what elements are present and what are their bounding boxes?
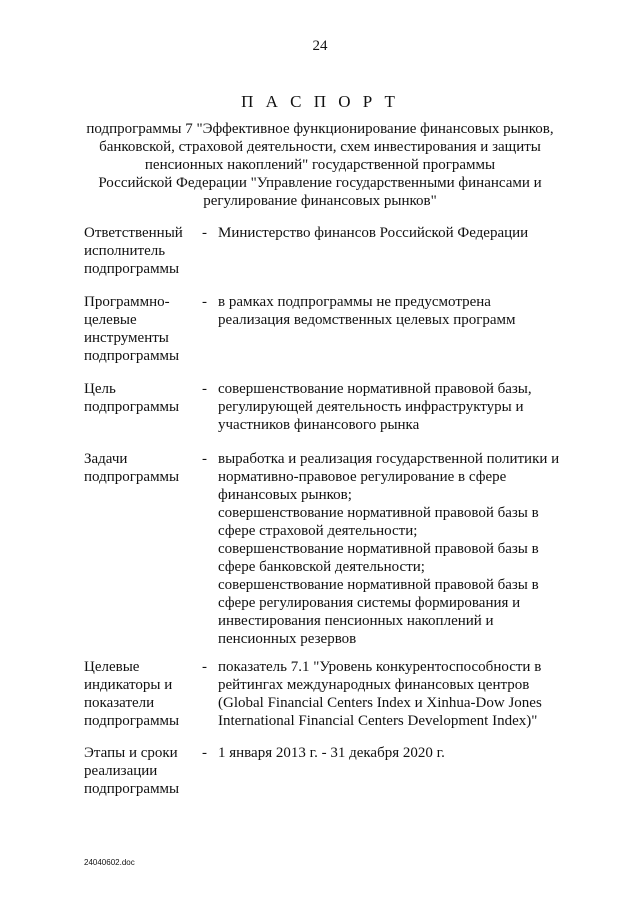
row-label	[84, 450, 196, 486]
value-line: выработка и реализация государственной политики и	[218, 451, 560, 467]
value-line: Министерство финансов Российской Федерации	[218, 225, 529, 241]
row-dash: -	[202, 225, 207, 241]
label-line: реализации	[84, 763, 158, 779]
subtitle-line: регулирование финансовых рынков"	[203, 193, 437, 209]
label-line: подпрограммы	[84, 399, 180, 415]
row-value	[218, 380, 574, 434]
subtitle-line: Российской Федерации "Управление государственными финансами и	[98, 175, 542, 191]
value-line: совершенствование нормативной правовой базы в	[218, 505, 539, 521]
subtitle-line: банковской, страховой деятельности, схем инвестирования и защиты	[99, 139, 541, 155]
value-line: финансовых рынков;	[218, 487, 352, 503]
label-line: подпрограммы	[84, 713, 180, 729]
value-line: сфере страховой деятельности;	[218, 523, 418, 539]
value-line: пенсионных резервов	[218, 631, 357, 647]
document-file-code: 24040602.doc	[84, 858, 135, 867]
row-dash: -	[202, 659, 207, 675]
document-subtitle	[70, 120, 570, 210]
value-line: совершенствование нормативной правовой базы,	[218, 381, 532, 397]
value-line: нормативно-правовое регулирование в сфере	[218, 469, 507, 485]
label-line: Ответственный	[84, 225, 183, 241]
row-label	[84, 658, 196, 730]
value-line: сфере банковской деятельности;	[218, 559, 425, 575]
row-value	[218, 293, 574, 329]
label-line: Целевые	[84, 659, 140, 675]
row-value	[218, 744, 574, 762]
row-value	[218, 224, 574, 242]
label-line: показатели	[84, 695, 155, 711]
row-value	[218, 658, 574, 730]
label-line: Этапы и сроки	[84, 745, 178, 761]
label-line: целевые	[84, 312, 137, 328]
label-line: подпрограммы	[84, 781, 180, 797]
row-label	[84, 224, 196, 278]
value-line: совершенствование нормативной правовой базы в	[218, 577, 539, 593]
label-line: подпрограммы	[84, 348, 180, 364]
label-line: Программно-	[84, 294, 170, 310]
row-dash: -	[202, 745, 207, 761]
label-line: подпрограммы	[84, 261, 180, 277]
row-label	[84, 744, 196, 798]
row-dash: -	[202, 451, 207, 467]
value-line: показатель 7.1 "Уровень конкурентоспособности в	[218, 659, 542, 675]
value-line: (Global Financial Centers Index и Xinhua-Dow Jones	[218, 695, 542, 711]
value-line: сфере регулирования системы формирования и	[218, 595, 521, 611]
value-line: 1 января 2013 г. - 31 декабря 2020 г.	[218, 745, 445, 761]
value-line: в рамках подпрограммы не предусмотрена	[218, 294, 491, 310]
row-dash: -	[202, 294, 207, 310]
subtitle-line: подпрограммы 7 "Эффективное функционирование финансовых рынков,	[86, 121, 554, 137]
value-line: участников финансового рынка	[218, 417, 420, 433]
row-label	[84, 293, 196, 365]
value-line: инвестирования пенсионных накоплений и	[218, 613, 494, 629]
label-line: подпрограммы	[84, 469, 180, 485]
label-line: Цель	[84, 381, 116, 397]
value-line: реализация ведомственных целевых программ	[218, 312, 516, 328]
row-value	[218, 450, 574, 648]
row-dash: -	[202, 381, 207, 397]
label-line: инструменты	[84, 330, 169, 346]
page-number: 24	[312, 38, 328, 54]
value-line: регулирующей деятельность инфраструктуры и	[218, 399, 524, 415]
value-line: совершенствование нормативной правовой базы в	[218, 541, 539, 557]
subtitle-line: пенсионных накоплений" государственной программы	[144, 157, 496, 173]
value-line: International Financial Centers Development Index)"	[218, 713, 538, 729]
label-line: индикаторы и	[84, 677, 173, 693]
row-label	[84, 380, 196, 416]
document-title: П А С П О Р Т	[241, 92, 399, 111]
label-line: исполнитель	[84, 243, 166, 259]
label-line: Задачи	[84, 451, 128, 467]
value-line: рейтингах международных финансовых центров	[218, 677, 530, 693]
